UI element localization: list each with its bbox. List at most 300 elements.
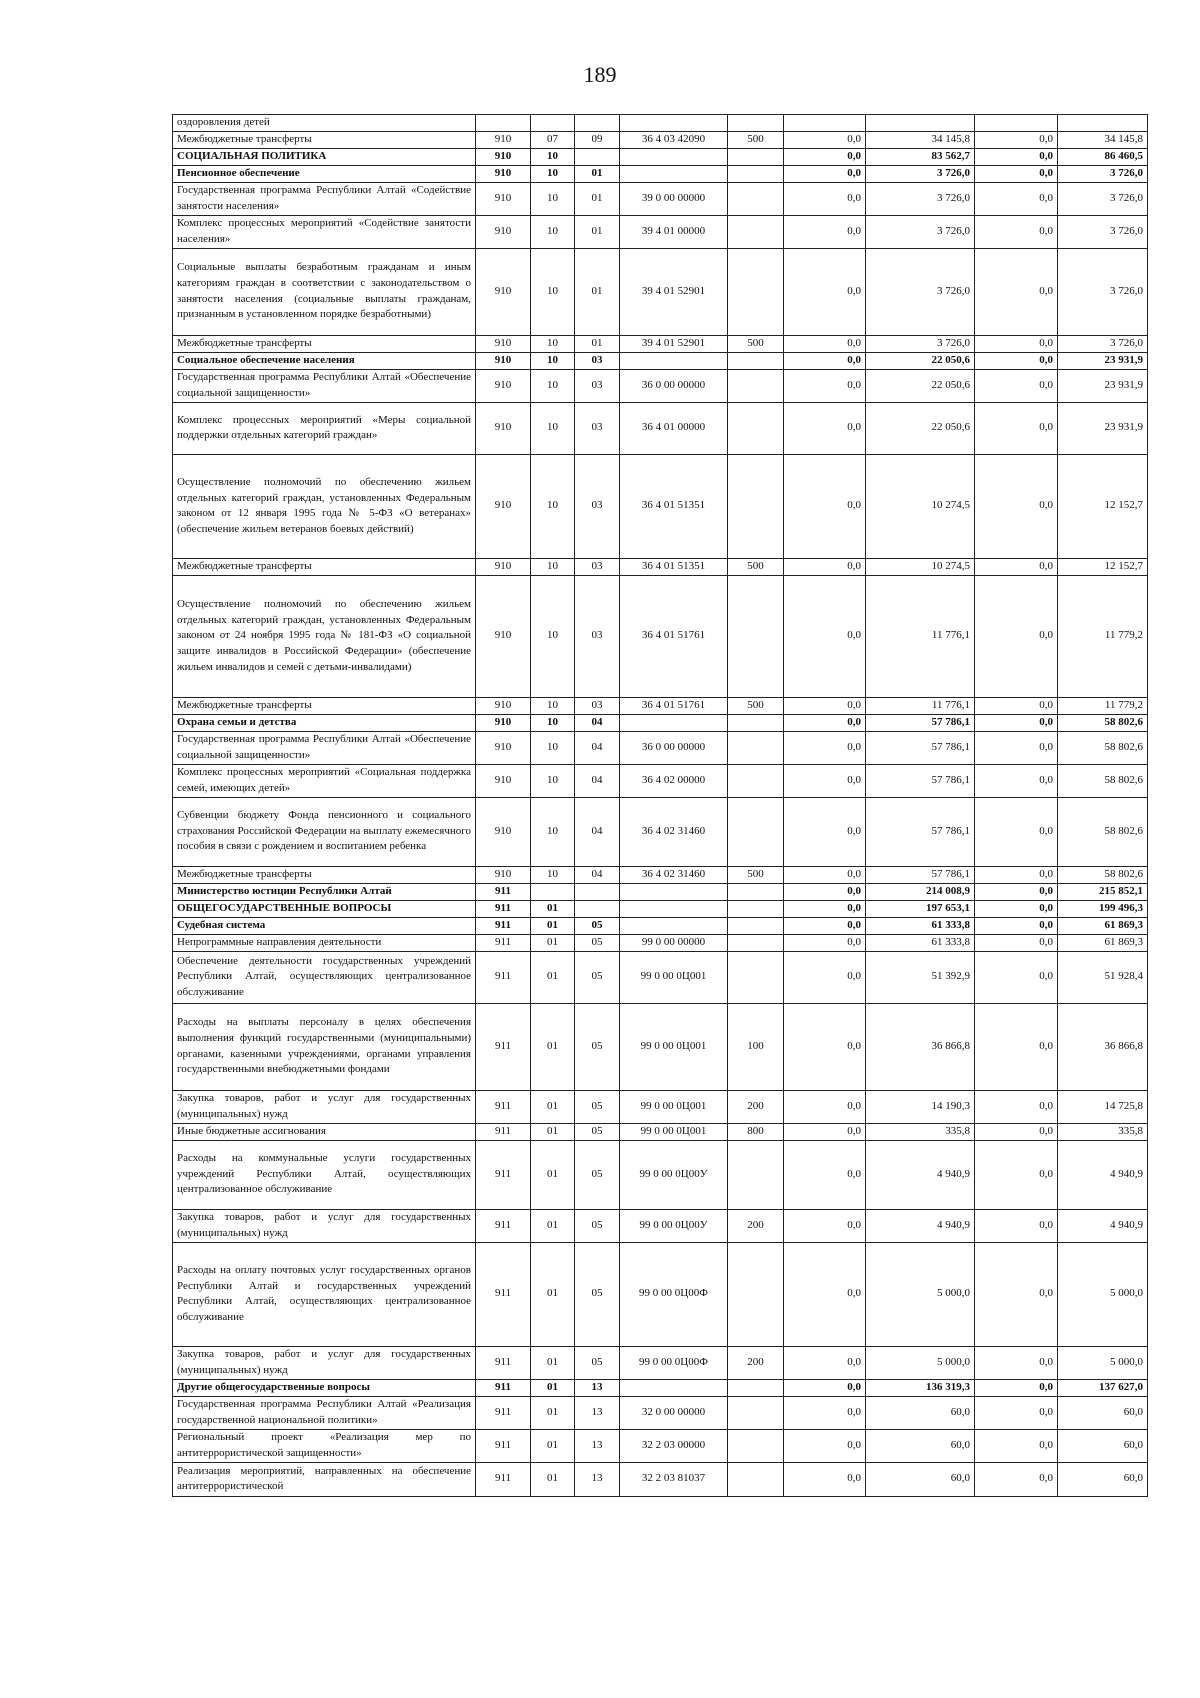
- row-admin-code: 910: [476, 402, 531, 454]
- row-subsection-code: 04: [575, 866, 620, 883]
- row-sum-2: 4 940,9: [866, 1140, 975, 1209]
- row-expense-type: [728, 352, 784, 369]
- row-sum-3: 0,0: [975, 697, 1058, 714]
- row-admin-code: 910: [476, 731, 531, 764]
- row-sum-3: 0,0: [975, 369, 1058, 402]
- row-admin-code: 910: [476, 131, 531, 148]
- row-sum-4: 58 802,6: [1058, 797, 1148, 866]
- row-sum-2: 22 050,6: [866, 369, 975, 402]
- row-admin-code: 910: [476, 454, 531, 558]
- row-admin-code: 911: [476, 1396, 531, 1429]
- row-target-article: [620, 165, 728, 182]
- row-sum-1: [784, 115, 866, 132]
- row-sum-3: 0,0: [975, 866, 1058, 883]
- row-expense-type: [728, 165, 784, 182]
- row-sum-1: 0,0: [784, 131, 866, 148]
- row-sum-1: 0,0: [784, 883, 866, 900]
- row-subsection-code: 05: [575, 1346, 620, 1379]
- row-admin-code: 910: [476, 866, 531, 883]
- row-target-article: 36 4 02 31460: [620, 797, 728, 866]
- row-sum-2: 11 776,1: [866, 575, 975, 697]
- row-sum-1: 0,0: [784, 731, 866, 764]
- table-row: [173, 1209, 1148, 1242]
- row-target-article: [620, 352, 728, 369]
- row-expense-type: [728, 1462, 784, 1496]
- row-sum-4: 23 931,9: [1058, 402, 1148, 454]
- row-name: Комплекс процессных мероприятий «Меры социальной поддержки отдельных категорий граждан»: [173, 402, 476, 454]
- row-admin-code: 911: [476, 917, 531, 934]
- table-row: [173, 714, 1148, 731]
- row-target-article: 99 0 00 0Ц00Ф: [620, 1346, 728, 1379]
- row-expense-type: 500: [728, 558, 784, 575]
- row-section-code: 01: [531, 1123, 575, 1140]
- row-sum-4: 5 000,0: [1058, 1242, 1148, 1346]
- table-row: [173, 697, 1148, 714]
- row-target-article: 36 0 00 00000: [620, 369, 728, 402]
- row-admin-code: 910: [476, 215, 531, 248]
- table-row: [173, 558, 1148, 575]
- row-sum-1: 0,0: [784, 1140, 866, 1209]
- row-sum-4: 14 725,8: [1058, 1090, 1148, 1123]
- row-expense-type: [728, 883, 784, 900]
- row-subsection-code: 04: [575, 797, 620, 866]
- row-sum-3: 0,0: [975, 883, 1058, 900]
- row-sum-3: 0,0: [975, 951, 1058, 1003]
- row-subsection-code: 05: [575, 1123, 620, 1140]
- table-row: [173, 1140, 1148, 1209]
- row-sum-4: [1058, 115, 1148, 132]
- row-admin-code: 911: [476, 1429, 531, 1462]
- row-sum-1: 0,0: [784, 165, 866, 182]
- row-target-article: 36 4 01 51761: [620, 575, 728, 697]
- row-subsection-code: 01: [575, 165, 620, 182]
- row-name: СОЦИАЛЬНАЯ ПОЛИТИКА: [173, 148, 476, 165]
- row-subsection-code: 13: [575, 1396, 620, 1429]
- row-admin-code: 910: [476, 352, 531, 369]
- row-target-article: 32 2 03 81037: [620, 1462, 728, 1496]
- row-name: Государственная программа Республики Алтай «Обеспечение социальной защищенности»: [173, 369, 476, 402]
- row-section-code: 10: [531, 797, 575, 866]
- row-expense-type: [728, 575, 784, 697]
- row-section-code: 01: [531, 1346, 575, 1379]
- row-name: Охрана семьи и детства: [173, 714, 476, 731]
- table-row: [173, 797, 1148, 866]
- row-sum-1: 0,0: [784, 714, 866, 731]
- row-sum-4: 199 496,3: [1058, 900, 1148, 917]
- row-section-code: 10: [531, 575, 575, 697]
- row-name: Социальное обеспечение населения: [173, 352, 476, 369]
- row-section-code: 01: [531, 1242, 575, 1346]
- row-sum-3: 0,0: [975, 764, 1058, 797]
- row-section-code: 10: [531, 165, 575, 182]
- row-sum-1: 0,0: [784, 148, 866, 165]
- row-sum-3: 0,0: [975, 1396, 1058, 1429]
- row-name: Реализация мероприятий, направленных на обеспечение антитеррористической: [173, 1462, 476, 1496]
- row-sum-2: 60,0: [866, 1429, 975, 1462]
- row-subsection-code: 13: [575, 1462, 620, 1496]
- row-sum-3: 0,0: [975, 131, 1058, 148]
- row-sum-4: 3 726,0: [1058, 165, 1148, 182]
- row-name: Другие общегосударственные вопросы: [173, 1379, 476, 1396]
- row-admin-code: 911: [476, 1242, 531, 1346]
- row-section-code: 01: [531, 917, 575, 934]
- row-section-code: 01: [531, 1429, 575, 1462]
- row-section-code: 01: [531, 1462, 575, 1496]
- row-sum-3: 0,0: [975, 402, 1058, 454]
- row-name: Региональный проект «Реализация мер по антитеррористической защищенности»: [173, 1429, 476, 1462]
- row-sum-3: 0,0: [975, 335, 1058, 352]
- row-target-article: 39 4 01 52901: [620, 335, 728, 352]
- row-section-code: 10: [531, 866, 575, 883]
- row-sum-1: 0,0: [784, 402, 866, 454]
- row-admin-code: 910: [476, 714, 531, 731]
- row-sum-1: 0,0: [784, 1379, 866, 1396]
- row-target-article: 36 4 01 51761: [620, 697, 728, 714]
- row-sum-3: 0,0: [975, 1346, 1058, 1379]
- row-sum-4: 3 726,0: [1058, 248, 1148, 335]
- row-sum-1: 0,0: [784, 1462, 866, 1496]
- row-sum-2: 5 000,0: [866, 1242, 975, 1346]
- row-name: Обеспечение деятельности государственных учреждений Республики Алтай, осуществляющих централизованное обслуживание: [173, 951, 476, 1003]
- row-sum-2: 14 190,3: [866, 1090, 975, 1123]
- row-sum-3: 0,0: [975, 575, 1058, 697]
- row-target-article: 99 0 00 0Ц00Ф: [620, 1242, 728, 1346]
- row-section-code: 01: [531, 951, 575, 1003]
- row-target-article: 99 0 00 0Ц00У: [620, 1140, 728, 1209]
- row-name: Государственная программа Республики Алтай «Реализация государственной национальной политики»: [173, 1396, 476, 1429]
- table-row: [173, 335, 1148, 352]
- row-sum-3: 0,0: [975, 248, 1058, 335]
- row-expense-type: [728, 917, 784, 934]
- row-expense-type: [728, 1140, 784, 1209]
- row-section-code: 01: [531, 900, 575, 917]
- row-section-code: 10: [531, 369, 575, 402]
- row-sum-3: 0,0: [975, 182, 1058, 215]
- row-admin-code: 911: [476, 1090, 531, 1123]
- table-row: [173, 917, 1148, 934]
- row-sum-2: 36 866,8: [866, 1003, 975, 1090]
- row-name: Иные бюджетные ассигнования: [173, 1123, 476, 1140]
- row-sum-2: 5 000,0: [866, 1346, 975, 1379]
- row-name: Субвенции бюджету Фонда пенсионного и социального страхования Российской Федерации на выплату ежемесячного пособия в связи с рождением и воспитанием ребенка: [173, 797, 476, 866]
- row-sum-3: 0,0: [975, 797, 1058, 866]
- row-target-article: 36 4 02 00000: [620, 764, 728, 797]
- row-sum-2: 335,8: [866, 1123, 975, 1140]
- row-name: Осуществление полномочий по обеспечению жильем отдельных категорий граждан, установленных Федеральным законом от 24 ноября 1995 года № 181-ФЗ «О социальной защите инвалидов в Российской Федерации» (обеспечение жильем инвалидов и семей с детьми-инвалидами): [173, 575, 476, 697]
- row-subsection-code: [575, 883, 620, 900]
- row-admin-code: 910: [476, 148, 531, 165]
- row-section-code: 10: [531, 352, 575, 369]
- row-admin-code: 910: [476, 369, 531, 402]
- row-target-article: 36 4 02 31460: [620, 866, 728, 883]
- row-section-code: 10: [531, 714, 575, 731]
- row-subsection-code: 01: [575, 215, 620, 248]
- table-row: [173, 402, 1148, 454]
- table-row: [173, 1123, 1148, 1140]
- row-subsection-code: 05: [575, 951, 620, 1003]
- row-expense-type: [728, 454, 784, 558]
- row-target-article: 36 4 01 51351: [620, 454, 728, 558]
- row-sum-3: 0,0: [975, 731, 1058, 764]
- table-row: [173, 1242, 1148, 1346]
- row-section-code: 01: [531, 1003, 575, 1090]
- row-sum-1: 0,0: [784, 866, 866, 883]
- row-section-code: 01: [531, 934, 575, 951]
- row-target-article: 99 0 00 0Ц001: [620, 1123, 728, 1140]
- row-sum-1: 0,0: [784, 1123, 866, 1140]
- row-sum-1: 0,0: [784, 1242, 866, 1346]
- row-sum-1: 0,0: [784, 1090, 866, 1123]
- row-subsection-code: 04: [575, 764, 620, 797]
- row-sum-1: 0,0: [784, 575, 866, 697]
- row-section-code: 10: [531, 454, 575, 558]
- row-sum-1: 0,0: [784, 1003, 866, 1090]
- row-target-article: 36 4 01 00000: [620, 402, 728, 454]
- row-sum-4: 335,8: [1058, 1123, 1148, 1140]
- row-expense-type: [728, 1242, 784, 1346]
- row-section-code: 10: [531, 215, 575, 248]
- row-sum-3: 0,0: [975, 917, 1058, 934]
- row-admin-code: 910: [476, 335, 531, 352]
- table-row: [173, 352, 1148, 369]
- row-expense-type: 500: [728, 131, 784, 148]
- row-sum-2: 57 786,1: [866, 714, 975, 731]
- row-sum-1: 0,0: [784, 1209, 866, 1242]
- table-row: [173, 131, 1148, 148]
- row-expense-type: [728, 369, 784, 402]
- row-section-code: 10: [531, 697, 575, 714]
- row-section-code: 10: [531, 248, 575, 335]
- table-row: [173, 1090, 1148, 1123]
- row-sum-2: 10 274,5: [866, 558, 975, 575]
- row-sum-4: 51 928,4: [1058, 951, 1148, 1003]
- row-admin-code: 910: [476, 248, 531, 335]
- row-sum-4: 3 726,0: [1058, 182, 1148, 215]
- row-name: Межбюджетные трансферты: [173, 866, 476, 883]
- table-row: [173, 1429, 1148, 1462]
- row-name: Осуществление полномочий по обеспечению жильем отдельных категорий граждан, установленных Федеральным законом от 12 января 1995 года № 5-ФЗ «О ветеранах» (обеспечение жильем ветеранов боевых действий): [173, 454, 476, 558]
- row-section-code: 10: [531, 558, 575, 575]
- row-admin-code: 911: [476, 1379, 531, 1396]
- table-row: [173, 1379, 1148, 1396]
- row-expense-type: [728, 182, 784, 215]
- row-sum-4: 58 802,6: [1058, 866, 1148, 883]
- row-sum-2: 57 786,1: [866, 731, 975, 764]
- row-name: Социальные выплаты безработным гражданам и иным категориям граждан в соответствии с законодательством о занятости населения (социальные выплаты гражданам, признанным в установленном порядке безработными): [173, 248, 476, 335]
- row-admin-code: 911: [476, 900, 531, 917]
- row-subsection-code: [575, 900, 620, 917]
- row-expense-type: 200: [728, 1090, 784, 1123]
- row-sum-1: 0,0: [784, 182, 866, 215]
- page-number: 189: [583, 62, 617, 87]
- row-sum-1: 0,0: [784, 215, 866, 248]
- row-name: ОБЩЕГОСУДАРСТВЕННЫЕ ВОПРОСЫ: [173, 900, 476, 917]
- row-sum-2: 22 050,6: [866, 352, 975, 369]
- row-sum-2: 61 333,8: [866, 934, 975, 951]
- table-row: [173, 951, 1148, 1003]
- row-section-code: 01: [531, 1140, 575, 1209]
- row-expense-type: [728, 797, 784, 866]
- row-sum-4: 60,0: [1058, 1429, 1148, 1462]
- row-sum-3: 0,0: [975, 1090, 1058, 1123]
- row-sum-3: 0,0: [975, 1462, 1058, 1496]
- row-sum-1: 0,0: [784, 1396, 866, 1429]
- row-sum-1: 0,0: [784, 1346, 866, 1379]
- row-name: Непрограммные направления деятельности: [173, 934, 476, 951]
- table-row: [173, 575, 1148, 697]
- row-expense-type: [728, 1379, 784, 1396]
- row-sum-3: 0,0: [975, 558, 1058, 575]
- row-sum-1: 0,0: [784, 697, 866, 714]
- table-row: [173, 1462, 1148, 1496]
- row-expense-type: [728, 764, 784, 797]
- row-subsection-code: 13: [575, 1379, 620, 1396]
- row-sum-2: 136 319,3: [866, 1379, 975, 1396]
- row-name: Государственная программа Республики Алтай «Обеспечение социальной защищенности»: [173, 731, 476, 764]
- row-sum-1: 0,0: [784, 764, 866, 797]
- row-admin-code: 911: [476, 951, 531, 1003]
- table-row: [173, 1396, 1148, 1429]
- row-target-article: [620, 115, 728, 132]
- row-sum-4: 4 940,9: [1058, 1209, 1148, 1242]
- row-sum-1: 0,0: [784, 917, 866, 934]
- row-sum-3: 0,0: [975, 900, 1058, 917]
- row-sum-4: 137 627,0: [1058, 1379, 1148, 1396]
- row-sum-4: 58 802,6: [1058, 731, 1148, 764]
- row-sum-4: 34 145,8: [1058, 131, 1148, 148]
- row-expense-type: [728, 900, 784, 917]
- row-sum-4: 3 726,0: [1058, 335, 1148, 352]
- row-sum-3: 0,0: [975, 934, 1058, 951]
- row-sum-2: 3 726,0: [866, 335, 975, 352]
- table-row: [173, 883, 1148, 900]
- row-name: оздоровления детей: [173, 115, 476, 132]
- row-name: Межбюджетные трансферты: [173, 558, 476, 575]
- row-target-article: [620, 883, 728, 900]
- row-expense-type: [728, 731, 784, 764]
- row-subsection-code: 03: [575, 697, 620, 714]
- row-sum-2: 11 776,1: [866, 697, 975, 714]
- row-expense-type: 500: [728, 866, 784, 883]
- row-section-code: 01: [531, 1090, 575, 1123]
- row-name: Закупка товаров, работ и услуг для государственных (муниципальных) нужд: [173, 1090, 476, 1123]
- row-sum-1: 0,0: [784, 558, 866, 575]
- row-sum-2: 61 333,8: [866, 917, 975, 934]
- row-sum-4: 23 931,9: [1058, 369, 1148, 402]
- table-row: [173, 115, 1148, 132]
- row-subsection-code: 05: [575, 1209, 620, 1242]
- row-sum-3: 0,0: [975, 454, 1058, 558]
- row-sum-4: 61 869,3: [1058, 917, 1148, 934]
- row-sum-2: [866, 115, 975, 132]
- table-row: [173, 866, 1148, 883]
- row-admin-code: 910: [476, 575, 531, 697]
- row-sum-3: 0,0: [975, 1429, 1058, 1462]
- row-sum-2: 51 392,9: [866, 951, 975, 1003]
- row-section-code: 07: [531, 131, 575, 148]
- row-admin-code: 911: [476, 1462, 531, 1496]
- row-section-code: 10: [531, 402, 575, 454]
- row-sum-3: 0,0: [975, 1379, 1058, 1396]
- row-expense-type: 800: [728, 1123, 784, 1140]
- row-subsection-code: 05: [575, 1003, 620, 1090]
- row-sum-2: 10 274,5: [866, 454, 975, 558]
- row-target-article: 39 4 01 00000: [620, 215, 728, 248]
- row-target-article: [620, 1379, 728, 1396]
- row-sum-4: 61 869,3: [1058, 934, 1148, 951]
- row-name: Межбюджетные трансферты: [173, 697, 476, 714]
- row-sum-3: 0,0: [975, 165, 1058, 182]
- row-target-article: 32 2 03 00000: [620, 1429, 728, 1462]
- row-admin-code: 910: [476, 558, 531, 575]
- row-sum-3: 0,0: [975, 1242, 1058, 1346]
- row-target-article: 99 0 00 0Ц001: [620, 951, 728, 1003]
- row-sum-4: 86 460,5: [1058, 148, 1148, 165]
- row-sum-2: 57 786,1: [866, 866, 975, 883]
- row-subsection-code: 09: [575, 131, 620, 148]
- table-row: [173, 369, 1148, 402]
- row-sum-4: 4 940,9: [1058, 1140, 1148, 1209]
- row-subsection-code: [575, 115, 620, 132]
- row-sum-4: 60,0: [1058, 1396, 1148, 1429]
- row-sum-2: 60,0: [866, 1462, 975, 1496]
- row-section-code: 10: [531, 335, 575, 352]
- row-sum-3: 0,0: [975, 1140, 1058, 1209]
- row-sum-4: 23 931,9: [1058, 352, 1148, 369]
- row-admin-code: 910: [476, 165, 531, 182]
- row-target-article: 36 0 00 00000: [620, 731, 728, 764]
- row-sum-2: 57 786,1: [866, 764, 975, 797]
- row-sum-2: 3 726,0: [866, 165, 975, 182]
- row-subsection-code: 05: [575, 934, 620, 951]
- row-name: Закупка товаров, работ и услуг для государственных (муниципальных) нужд: [173, 1346, 476, 1379]
- row-expense-type: [728, 215, 784, 248]
- row-sum-4: 36 866,8: [1058, 1003, 1148, 1090]
- row-name: Закупка товаров, работ и услуг для государственных (муниципальных) нужд: [173, 1209, 476, 1242]
- table-row: [173, 165, 1148, 182]
- row-expense-type: [728, 951, 784, 1003]
- row-name: Расходы на оплату почтовых услуг государственных органов Республики Алтай и государственных учреждений Республики Алтай, осуществляющих централизованное обслуживание: [173, 1242, 476, 1346]
- row-target-article: [620, 148, 728, 165]
- row-sum-1: 0,0: [784, 934, 866, 951]
- row-admin-code: 911: [476, 1123, 531, 1140]
- row-sum-3: 0,0: [975, 714, 1058, 731]
- row-sum-1: 0,0: [784, 454, 866, 558]
- row-expense-type: 200: [728, 1346, 784, 1379]
- row-admin-code: 911: [476, 934, 531, 951]
- row-admin-code: 910: [476, 182, 531, 215]
- row-sum-3: [975, 115, 1058, 132]
- row-section-code: 01: [531, 1379, 575, 1396]
- budget-table: [172, 114, 1148, 1497]
- row-name: Межбюджетные трансферты: [173, 131, 476, 148]
- row-subsection-code: 05: [575, 917, 620, 934]
- row-target-article: 99 0 00 0Ц001: [620, 1090, 728, 1123]
- row-sum-4: 58 802,6: [1058, 764, 1148, 797]
- row-subsection-code: 13: [575, 1429, 620, 1462]
- table-row: [173, 182, 1148, 215]
- row-section-code: 10: [531, 731, 575, 764]
- row-admin-code: 910: [476, 697, 531, 714]
- row-sum-1: 0,0: [784, 797, 866, 866]
- row-section-code: 01: [531, 1209, 575, 1242]
- row-sum-3: 0,0: [975, 215, 1058, 248]
- row-subsection-code: 03: [575, 369, 620, 402]
- row-admin-code: 911: [476, 1140, 531, 1209]
- row-expense-type: [728, 148, 784, 165]
- row-subsection-code: 05: [575, 1140, 620, 1209]
- row-admin-code: 911: [476, 883, 531, 900]
